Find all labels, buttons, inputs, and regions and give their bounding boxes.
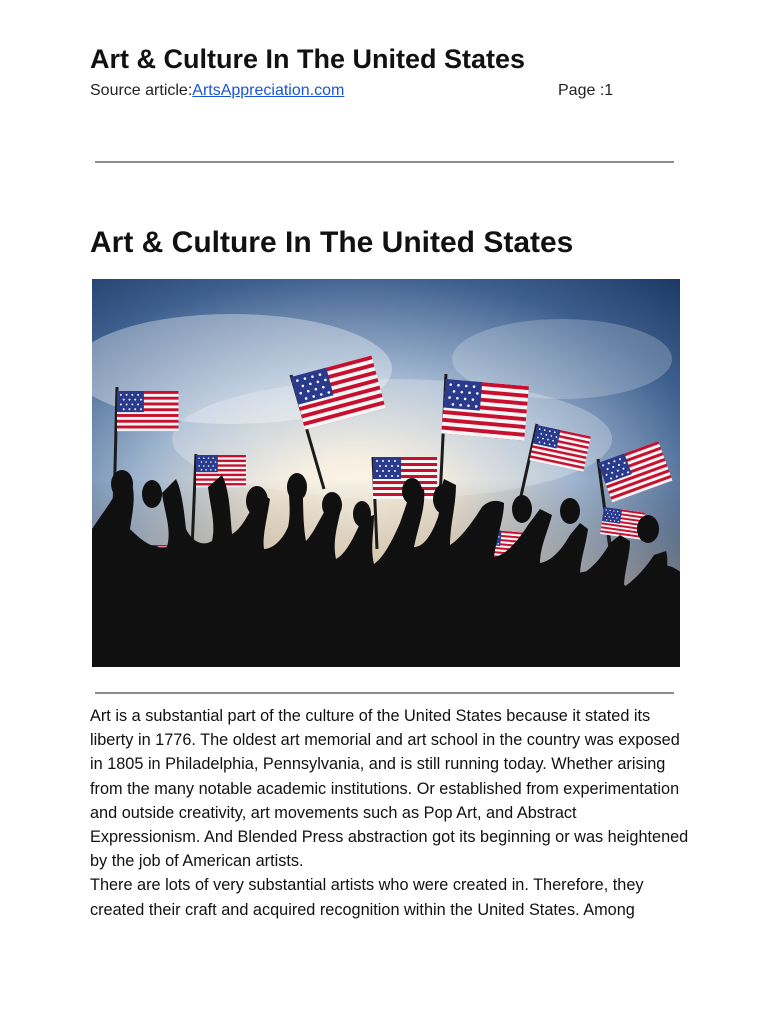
paragraph-1: Art is a substantial part of the culture of the United States because it stated its liberty in 1776. The oldest art memorial and art school in the country was exposed in 1805 in Philadelphia, Pennsylvania, and is still running today. Whether arising from the many notable academic institutions. Or established from experimentation and outside creativity, art movements such as Pop Art, and Abstract Expressionism. And Blended Press abstraction got its beginning or was heightened by the job of American artists.: [90, 707, 689, 871]
image-divider: [95, 692, 674, 694]
hero-image: [92, 279, 680, 667]
article-body: [90, 704, 690, 922]
source-link[interactable]: ArtsAppreciation.com: [192, 82, 345, 99]
header-divider: [95, 161, 674, 163]
source-label: Source article:: [90, 82, 193, 99]
source-line: [90, 82, 344, 100]
paragraph-2: There are lots of very substantial artists who were created in. Therefore, they created their craft and acquired recognition within the United States. Among: [90, 876, 644, 919]
page-number: Page :1: [558, 82, 614, 99]
article-title: Art & Culture In The United States: [90, 226, 574, 259]
document-header-title: Art & Culture In The United States: [90, 44, 526, 74]
